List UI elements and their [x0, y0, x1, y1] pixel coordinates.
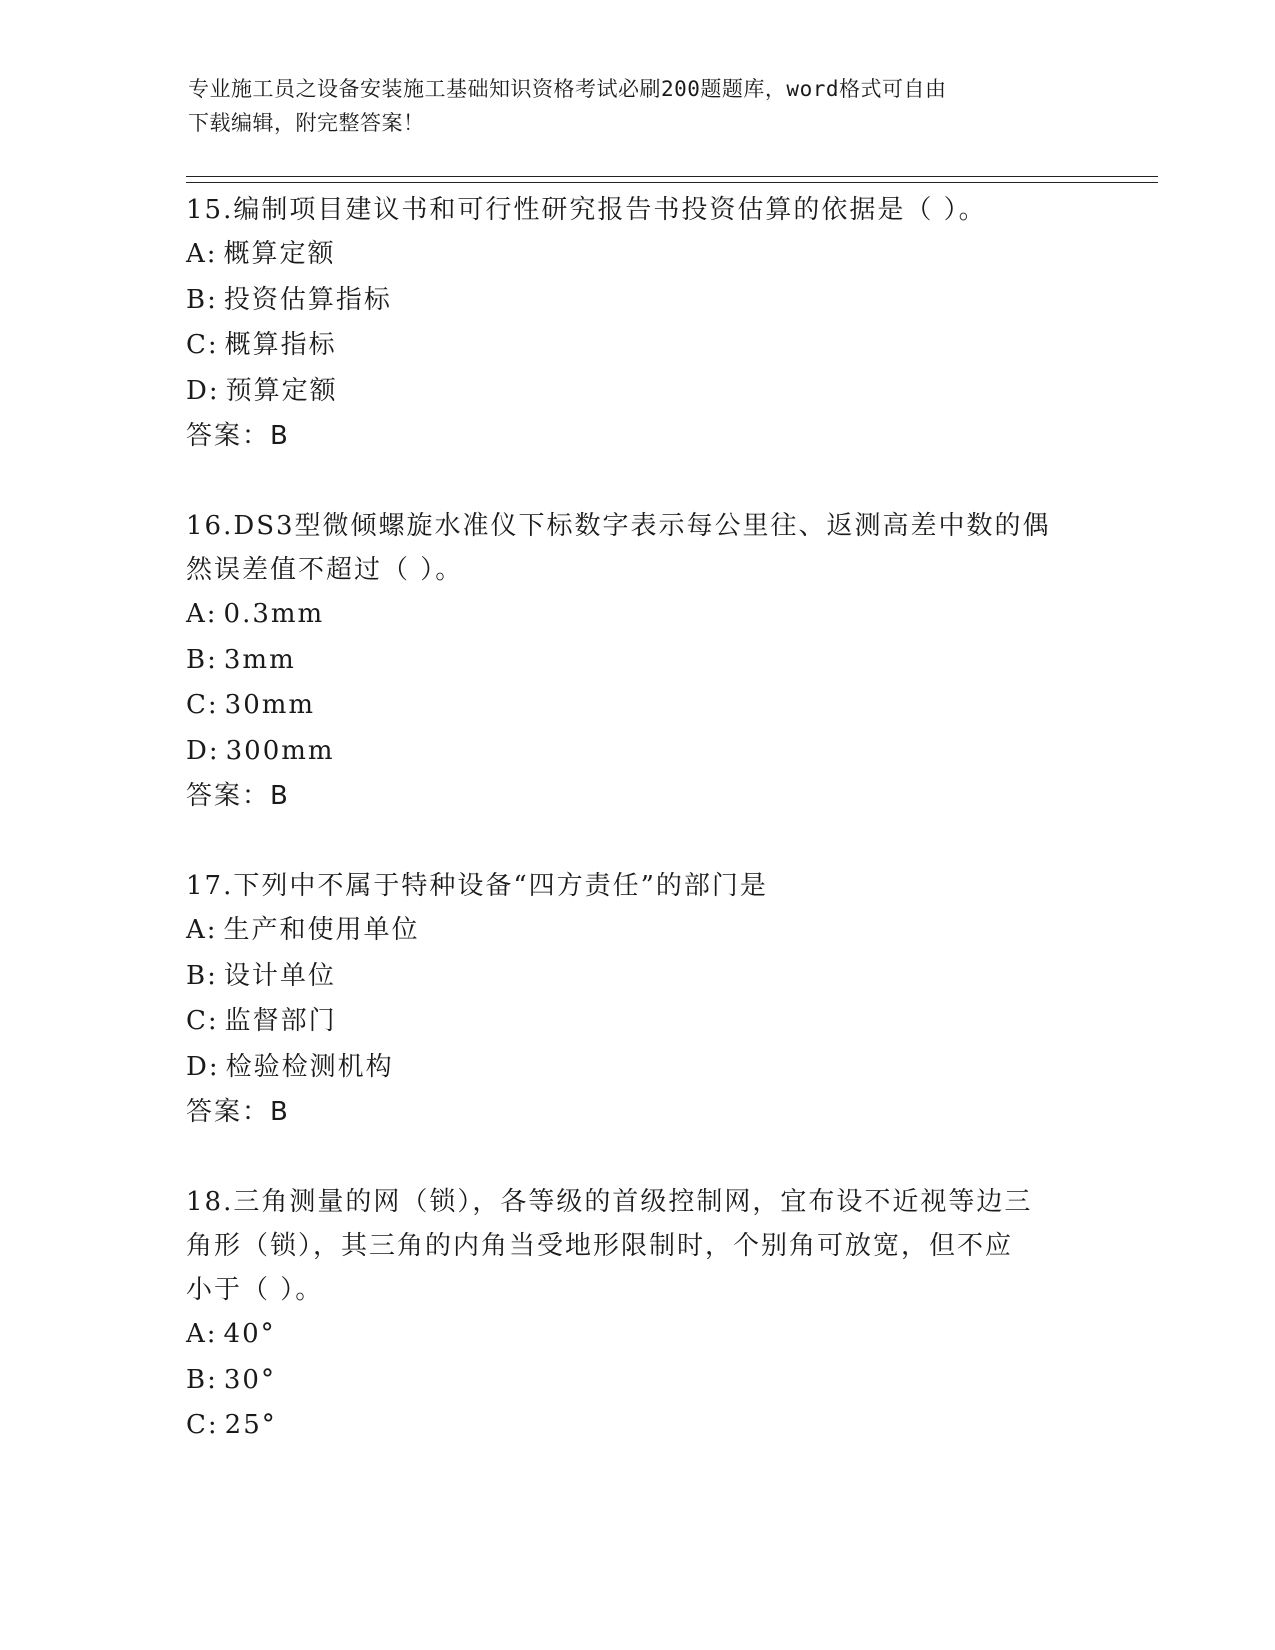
answer: 答案：B [186, 1097, 290, 1127]
question-text: 17.下列中不属于特种设备“四方责任”的部门是 [186, 871, 768, 901]
spacer [186, 1135, 1086, 1180]
question-text-line-1: 16.DS3型微倾螺旋水准仪下标数字表示每公里往、返测高差中数的偶 [186, 511, 1051, 541]
option-text: 0.3mm [223, 599, 325, 629]
option-a [186, 908, 1086, 954]
option-label: D: [186, 375, 220, 406]
option-text: 监督部门 [224, 1006, 337, 1036]
question-text: 15.编制项目建议书和可行性研究报告书投资估算的依据是（ ）。 [186, 195, 987, 225]
option-text: 概算指标 [224, 330, 337, 360]
option-text: 3mm [223, 644, 296, 675]
option-label: A: [186, 239, 218, 269]
option-text: 生产和使用单位 [223, 915, 420, 945]
option-c [186, 683, 1086, 729]
question-18 [186, 1180, 1086, 1449]
option-text: 概算定额 [223, 239, 336, 269]
option-b [186, 1358, 1086, 1404]
option-a [186, 232, 1086, 278]
question-text-line-2: 角形（锁），其三角的内角当受地形限制时，个别角可放宽，但不应 [186, 1231, 1014, 1261]
answer: 答案：B [186, 781, 290, 811]
option-text: 检验检测机构 [225, 1051, 394, 1082]
header-line-2: 下载编辑，附完整答案！ [188, 111, 425, 135]
question-text-line-3: 小于（ ）。 [186, 1275, 324, 1305]
option-label: A: [186, 1319, 218, 1349]
option-text: 300mm [225, 735, 335, 766]
question-text-line-2: 然误差值不超过（ ）。 [186, 555, 464, 585]
option-label: C: [186, 1410, 219, 1440]
option-c [186, 999, 1086, 1045]
option-b [186, 954, 1086, 1000]
option-text: 40° [223, 1319, 276, 1349]
spacer [186, 819, 1086, 864]
option-label: C: [186, 330, 219, 360]
option-text: 投资估算指标 [223, 284, 392, 315]
answer: 答案：B [186, 421, 290, 451]
option-text: 25° [224, 1410, 277, 1440]
question-17 [186, 864, 1086, 1135]
option-label: A: [186, 915, 218, 945]
option-label: B: [186, 1364, 218, 1395]
option-b [186, 638, 1086, 684]
option-a [186, 592, 1086, 638]
option-c [186, 323, 1086, 369]
header-divider-bottom [186, 182, 1158, 183]
question-15 [186, 188, 1086, 459]
question-16 [186, 504, 1086, 819]
option-label: B: [186, 644, 218, 675]
header-line-1: 专业施工员之设备安装施工基础知识资格考试必刷200题题库，word格式可自由 [188, 77, 947, 101]
option-b [186, 278, 1086, 324]
option-c [186, 1403, 1086, 1449]
option-label: B: [186, 284, 218, 315]
option-a [186, 1312, 1086, 1358]
option-label: C: [186, 1006, 219, 1036]
option-text: 30° [223, 1364, 276, 1395]
option-label: D: [186, 735, 220, 766]
question-text-line-1: 18.三角测量的网（锁），各等级的首级控制网，宜布设不近视等边三 [186, 1187, 1033, 1217]
header-divider-top [186, 176, 1158, 177]
option-text: 预算定额 [225, 375, 338, 406]
option-label: B: [186, 960, 218, 991]
option-d [186, 729, 1086, 775]
option-d [186, 1045, 1086, 1091]
option-label: A: [186, 599, 218, 629]
option-text: 设计单位 [223, 960, 336, 991]
option-text: 30mm [224, 690, 316, 720]
option-label: C: [186, 690, 219, 720]
option-label: D: [186, 1051, 220, 1082]
spacer [186, 459, 1086, 504]
question-list [186, 188, 1086, 1449]
option-d [186, 369, 1086, 415]
document-header [188, 72, 1068, 140]
